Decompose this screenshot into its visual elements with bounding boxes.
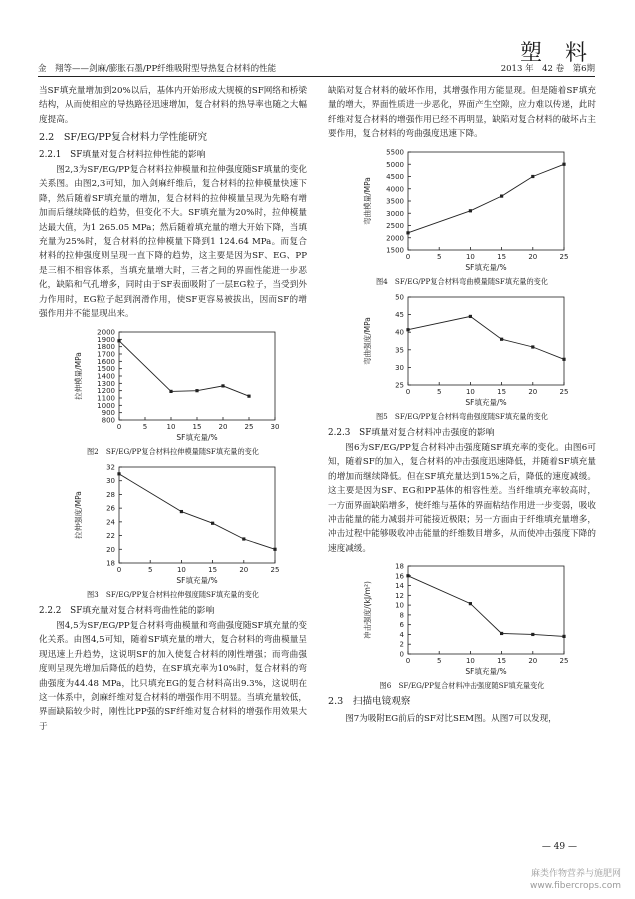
y-tick-label: 14 [395, 582, 404, 591]
data-point [117, 339, 120, 342]
x-tick-label: 5 [142, 422, 148, 431]
x-tick-label: 30 [270, 422, 280, 431]
y-axis-label: 拉伸模量/MPa [74, 351, 83, 400]
data-point [221, 384, 224, 387]
x-tick-label: 10 [465, 387, 475, 396]
data-point [500, 632, 503, 635]
y-tick-label: 1500 [386, 246, 404, 255]
figure-4-caption: 图4 SF/EG/PP复合材料弯曲模量随SF填充量的变化 [375, 276, 549, 286]
x-tick-label: 10 [176, 565, 186, 574]
subsection-heading-2-2-1: 2.2.1 SF填量对复合材料拉伸性能的影响 [39, 149, 206, 160]
x-tick-label: 0 [116, 565, 122, 574]
y-tick-label: 20 [106, 545, 115, 554]
y-tick-label: 24 [106, 517, 115, 526]
figure-2-caption: 图2 SF/EG/PP复合材料拉伸模量随SF填充量的变化 [86, 446, 260, 456]
y-tick-label: 1100 [97, 394, 115, 402]
series-line [408, 576, 564, 637]
y-axis-label: 拉伸强度/MPa [74, 490, 83, 539]
x-tick-label: 20 [528, 252, 538, 261]
data-point [531, 175, 534, 178]
y-tick-label: 4000 [386, 184, 404, 193]
x-tick-label: 5 [436, 657, 442, 666]
y-tick-label: 22 [106, 531, 115, 540]
data-point [211, 521, 214, 524]
data-point [469, 209, 472, 212]
data-point [469, 602, 472, 605]
y-axis-label: 弯曲强度/MPa [363, 316, 372, 365]
y-tick-label: 18 [395, 562, 404, 571]
figure-4-chart [328, 146, 596, 274]
y-tick-label: 0 [399, 650, 404, 659]
y-tick-label: 45 [395, 310, 404, 319]
y-tick-label: 8 [399, 611, 404, 620]
header-rule [38, 76, 595, 77]
data-point [406, 574, 409, 577]
x-tick-label: 15 [208, 565, 218, 574]
plot-frame [408, 297, 564, 385]
data-point [531, 633, 534, 636]
watermark-line-2: www.fibercrops.com [530, 881, 621, 891]
paragraph: 缺陷对复合材料的破坏作用，其增强作用方能显现。但是随着SF填充量的增大，界面性质进一步恶化，界面产生空隙，应力难以传递，此时纤维对复合材料的增强作用已经不再明显，缺陷对复合材料的破坏占主要作用，复合材料的弯曲强度迅速下降。 [328, 86, 596, 140]
data-point [247, 394, 250, 397]
x-tick-label: 25 [559, 252, 569, 261]
data-point [406, 231, 409, 234]
y-tick-label: 1200 [97, 386, 115, 395]
x-tick-label: 5 [436, 387, 442, 396]
y-tick-label: 1000 [97, 401, 115, 410]
figure-5 [328, 291, 596, 409]
x-tick-label: 15 [497, 657, 507, 666]
y-tick-label: 2000 [97, 328, 115, 336]
y-tick-label: 10 [395, 601, 404, 610]
data-point [562, 162, 565, 165]
figure-4 [328, 146, 596, 274]
y-tick-label: 1800 [97, 342, 115, 351]
data-point [500, 194, 503, 197]
y-tick-label: 30 [395, 363, 404, 372]
data-point [562, 357, 565, 360]
x-tick-label: 15 [192, 422, 202, 431]
subsection-heading-2-2-2: 2.2.2 SF填充量对复合材料弯曲性能的影响 [39, 605, 215, 616]
x-tick-label: 15 [497, 252, 507, 261]
paragraph: 图6为SF/EG/PP复合材料冲击强度随SF填充率的变化。由图6可知，随着SF的加入，复合材料的冲击强度迅速降低，并随着SF填充量的增加而继续降低。但在SF填充量达到15%之后，降低的速度减缓。这主要是因为SF、EG和PP基体的相容性差。当纤维填充率较高时，一方面界面缺陷增多，使纤维与基体的界面粘结作用进一步变弱，吸收冲击能量的能力减弱并可能接近极限；另一方面由于纤维填充量增多，冲击过程中能够吸收冲击能量的纤维数目增多，从而使冲击强度下降的速度减缓。 [328, 443, 596, 554]
y-tick-label: 6 [399, 621, 404, 630]
page-number: — 49 — [541, 842, 577, 852]
y-tick-label: 26 [106, 504, 115, 513]
y-tick-label: 3500 [386, 197, 404, 206]
figure-6-caption: 图6 SF/EG/PP复合材料冲击强度随SF填充量变化 [379, 681, 545, 691]
y-tick-label: 2500 [386, 221, 404, 230]
y-tick-label: 18 [106, 559, 115, 567]
x-tick-label: 0 [405, 657, 411, 666]
x-tick-label: 25 [559, 387, 569, 396]
y-tick-label: 1500 [97, 364, 115, 373]
y-tick-label: 1300 [97, 379, 115, 388]
data-point [469, 314, 472, 317]
series-line [119, 473, 275, 548]
y-tick-label: 4500 [386, 172, 404, 181]
series-line [408, 316, 564, 359]
y-tick-label: 2000 [386, 233, 404, 242]
figure-5-chart [328, 291, 596, 409]
x-axis-label: SF填充量/% [465, 262, 507, 272]
figure-2 [39, 326, 307, 444]
x-tick-label: 5 [147, 565, 153, 574]
plot-frame [408, 152, 564, 250]
x-tick-label: 20 [528, 387, 538, 396]
data-point [195, 389, 198, 392]
x-tick-label: 0 [405, 387, 411, 396]
data-point [242, 537, 245, 540]
running-header-right: 2013 年 42 卷 第6期 [500, 64, 595, 74]
x-tick-label: 10 [465, 252, 475, 261]
data-point [169, 389, 172, 392]
y-tick-label: 1700 [97, 350, 115, 358]
y-tick-label: 1400 [97, 372, 115, 380]
y-tick-label: 32 [106, 463, 115, 471]
y-tick-label: 30 [106, 476, 115, 485]
y-tick-label: 4 [399, 631, 404, 640]
series-line [119, 340, 249, 395]
data-point [562, 635, 565, 638]
section-heading-2-3: 2.3 扫描电镜观察 [328, 696, 411, 708]
paragraph: 图2,3为SF/EG/PP复合材料拉伸模量和拉伸强度随SF填量的变化关系图。由图2,3可知，加入剑麻纤维后，复合材料的拉伸模量快速下降，然后随着SF填充量的增加，复合材料的拉伸模量呈现为先略有增加而后继续降低的趋势，但变化不大。SF填充量为20%时，拉伸模量达最大值，为1 265.05 MPa；然后随着填充量的增大开始下降，当填充量为25%时，复合材料的拉伸模量下降到1 124.64 MPa。而复合材料的拉伸强度则呈现一直下降的趋势，这主要是因为SF、EG、PP是三相不相容体系，当填充量增大时，三者之间的界面性能进一步恶化，缺陷和气孔增多，同时由于SF表面吸附了一层EG粒子，当受到外力作用时，EG粒子起到润滑作用，使SF更容易被拔出，因而SF的增强作用并不能显现出来。 [39, 165, 307, 320]
figure-6 [328, 560, 596, 678]
figure-6-chart [328, 560, 596, 678]
x-tick-label: 20 [528, 657, 538, 666]
y-tick-label: 2 [399, 641, 404, 650]
figure-3 [39, 461, 307, 587]
x-axis-label: SF填充量/% [465, 397, 507, 407]
y-tick-label: 900 [101, 408, 115, 417]
y-tick-label: 5500 [386, 148, 404, 157]
x-axis-label: SF填充量/% [176, 432, 218, 442]
series-line [408, 164, 564, 233]
x-axis-label: SF填充量/% [176, 575, 218, 585]
plot-frame [408, 566, 564, 654]
left-column [39, 84, 307, 734]
y-tick-label: 28 [106, 490, 115, 499]
x-tick-label: 20 [218, 422, 228, 431]
y-axis-label: 弯曲模量/MPa [363, 176, 372, 225]
x-tick-label: 0 [116, 422, 122, 431]
x-axis-label: SF填充量/% [465, 667, 507, 677]
data-point [531, 345, 534, 348]
data-point [117, 472, 120, 475]
y-tick-label: 1600 [97, 357, 115, 366]
y-tick-label: 800 [101, 416, 115, 424]
plot-frame [119, 467, 275, 563]
figure-3-caption: 图3 SF/EG/PP复合材料拉伸强度随SF填充量的变化 [86, 589, 260, 599]
paragraph: 图7为吸附EG前后的SF对比SEM图。从图7可以发现， [345, 713, 557, 724]
data-point [273, 547, 276, 550]
y-tick-label: 50 [395, 293, 404, 302]
x-tick-label: 20 [239, 565, 249, 574]
y-tick-label: 5000 [386, 160, 404, 169]
section-heading-2-2: 2.2 SF/EG/PP复合材料力学性能研究 [39, 132, 208, 144]
paragraph: 当SF填充量增加到20%以后，基体内开始形成大规模的SF网络和桥梁结构，从而使相应的导热路径迅速增加，复合材料的热导率也随之大幅度提高。 [39, 86, 307, 125]
plot-frame [119, 332, 275, 420]
figure-5-caption: 图5 SF/EG/PP复合材料弯曲强度随SF填充量的变化 [375, 411, 549, 421]
figure-3-chart [39, 461, 307, 587]
y-tick-label: 1900 [97, 335, 115, 344]
x-tick-label: 0 [405, 252, 411, 261]
y-tick-label: 25 [395, 381, 404, 390]
x-tick-label: 25 [244, 422, 254, 431]
y-tick-label: 35 [395, 345, 404, 354]
y-tick-label: 40 [395, 328, 404, 337]
journal-title: 塑 料 [520, 41, 595, 66]
y-tick-label: 12 [395, 592, 404, 601]
subsection-heading-2-2-3: 2.2.3 SF填量对复合材料冲击强度的影响 [328, 427, 495, 438]
data-point [406, 328, 409, 331]
x-tick-label: 25 [559, 657, 569, 666]
watermark [530, 868, 621, 892]
x-tick-label: 15 [497, 387, 507, 396]
watermark-line-1: 麻类作物营养与施肥网 [530, 869, 621, 879]
data-point [500, 337, 503, 340]
data-point [180, 509, 183, 512]
y-axis-label: 冲击强度/(kJ/m²) [363, 581, 372, 640]
y-tick-label: 16 [395, 572, 404, 581]
figure-2-chart [39, 326, 307, 444]
x-tick-label: 25 [270, 565, 280, 574]
x-tick-label: 5 [436, 252, 442, 261]
right-column [328, 84, 596, 726]
y-tick-label: 3000 [386, 209, 404, 218]
paragraph: 图4,5为SF/EG/PP复合材料弯曲模量和弯曲强度随SF填充量的变化关系。由图4,5可知，随着SF填充量的增大，复合材料的弯曲模量呈现迅速上升趋势，这说明SF的加入使复合材料的刚性增强；而弯曲强度则呈现先增加后降低的趋势，在SF填充率为10%时，复合材料的弯曲强度为44.48 MPa，比只填充EG的复合材料高出9.3%，这说明在这一体系中，剑麻纤维对复合材料的增强作用不明显。当填充量较低，界面缺陷较少时，刚性比PP强的SF纤维对复合材料的增强作用效果大于 [39, 620, 307, 732]
x-tick-label: 10 [166, 422, 176, 431]
x-tick-label: 10 [465, 657, 475, 666]
running-header-left: 金 翔等——剑麻/膨胀石墨/PP纤维吸附型导热复合材料的性能 [38, 64, 277, 74]
